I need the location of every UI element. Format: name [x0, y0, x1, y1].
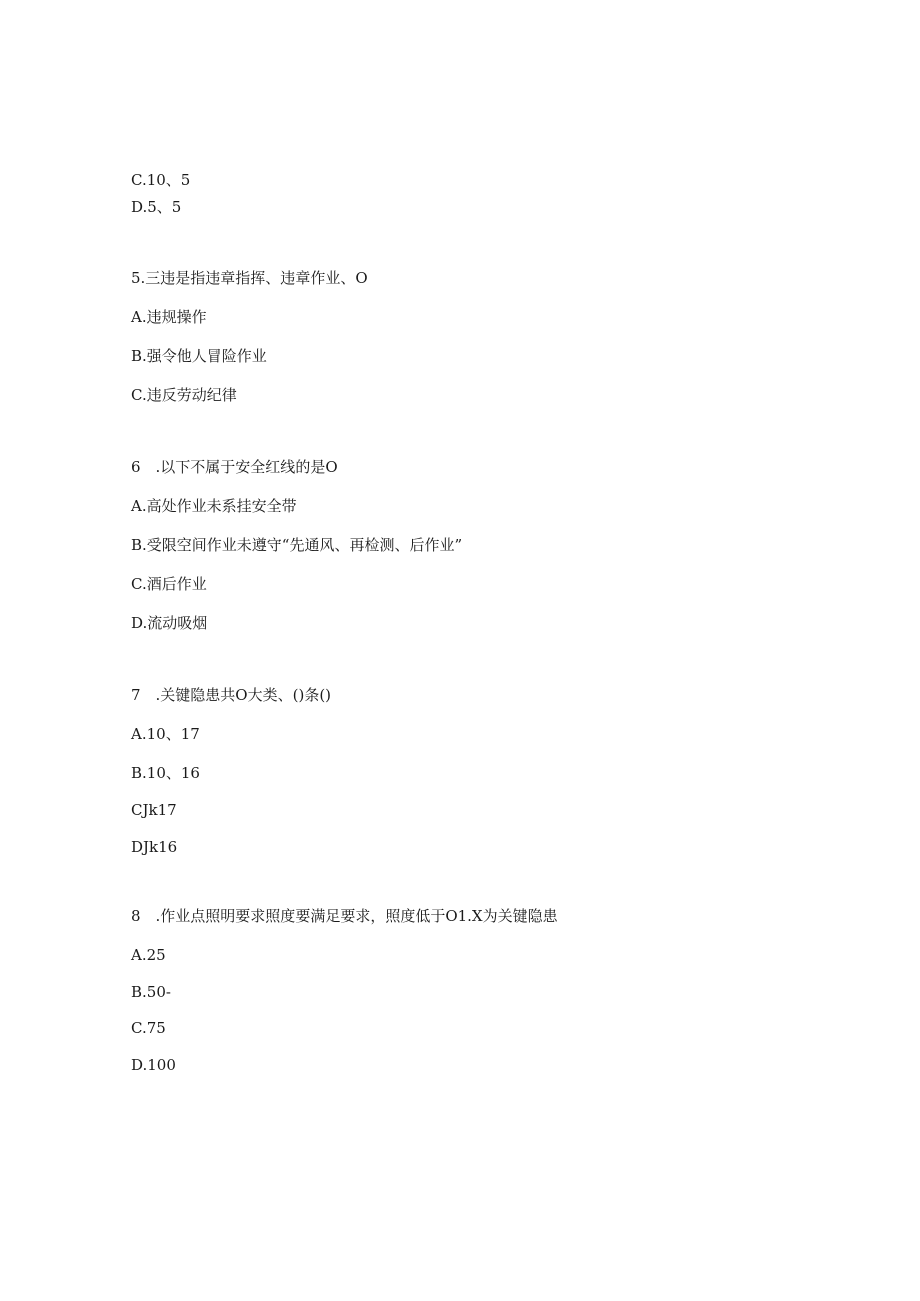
question-5-option-b: B.强令他人冒险作业 [131, 347, 267, 365]
question-4-option-c: C.10、5 [131, 171, 191, 189]
question-7-option-a: A.10、17 [131, 725, 200, 743]
question-8-option-d: D.100 [131, 1056, 176, 1074]
question-8-option-c: C.75 [131, 1019, 166, 1037]
question-5-stem: 5.三违是指违章指挥、违章作业、O [131, 269, 368, 287]
question-5-option-a: A.违规操作 [131, 308, 207, 326]
question-8-option-a: A.25 [131, 946, 166, 964]
question-6-option-c: C.酒后作业 [131, 575, 207, 593]
question-6-option-d: D.流动吸烟 [131, 614, 208, 632]
question-7-option-d: DJk16 [131, 838, 178, 856]
question-8-option-b: B.50- [131, 983, 171, 1001]
question-6-option-a: A.高处作业未系挂安全带 [131, 497, 297, 515]
question-7-option-b: B.10、16 [131, 764, 200, 782]
question-8-stem: 8 .作业点照明要求照度要满足要求，照度低于O1.X为关键隐患 [131, 907, 558, 925]
question-6-stem: 6 .以下不属于安全红线的是O [131, 458, 338, 476]
question-6-option-b: B.受限空间作业未遵守“先通风、再检测、后作业” [131, 536, 463, 554]
question-7-option-c: CJk17 [131, 801, 177, 819]
question-7-stem: 7 .关键隐患共O大类、()条() [131, 686, 332, 704]
question-5-option-c: C.违反劳动纪律 [131, 386, 237, 404]
question-4-option-d: D.5、5 [131, 198, 182, 216]
